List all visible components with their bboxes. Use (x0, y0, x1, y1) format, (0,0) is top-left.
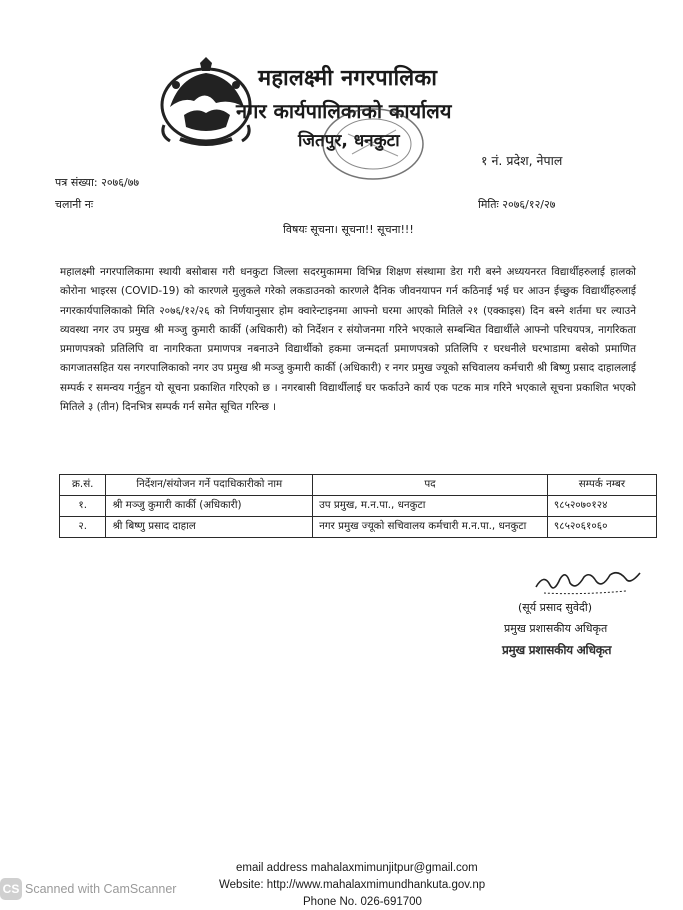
header-contact: सम्पर्क नम्बर (547, 475, 656, 496)
row-name: श्री मञ्जु कुमारी कार्की (अधिकारी) (106, 496, 313, 517)
designation-stamp: प्रमुख प्रशासकीय अधिकृत (502, 643, 612, 657)
table-row (60, 517, 657, 538)
contact-table (59, 474, 657, 538)
office-name: महालक्ष्मी नगरपालिका (258, 66, 438, 91)
province-label: १ नं. प्रदेश, नेपाल (481, 153, 563, 168)
row-phone: ९८५२०७०१२४ (547, 496, 656, 517)
office-subtitle: नगर कार्यपालिकाको कार्यालय (236, 99, 452, 123)
letter-date: मितिः २०७६/१२/२७ (478, 198, 556, 211)
header-serial: क्र.सं. (60, 475, 106, 496)
row-name: श्री बिष्णु प्रसाद दाहाल (106, 517, 313, 538)
footer-phone: Phone No. 026-691700 (303, 896, 422, 908)
row-serial: २. (60, 517, 106, 538)
header-name: निर्देशन/संयोजन गर्ने पदाधिकारीको नाम (106, 475, 313, 496)
dispatch-number: चलानी नः (55, 198, 94, 211)
footer-email: email address mahalaxmimunjitpur@gmail.com (236, 862, 478, 874)
signature-icon (530, 565, 650, 597)
office-location: जितपुर, धनकुटा (298, 131, 400, 151)
camscanner-watermark (0, 878, 176, 904)
watermark-text: Scanned with CamScanner (25, 882, 177, 896)
row-post: नगर प्रमुख ज्यूको सचिवालय कर्मचारी म.न.पा., धनकुटा (313, 517, 548, 538)
office-seal-icon (318, 104, 428, 184)
footer-website: Website: http://www.mahalaxmimundhankuta.gov.np (219, 879, 486, 891)
header-post: पद (313, 475, 548, 496)
subject-line: विषयः सूचना। सूचना!! सूचना!!! (283, 223, 414, 236)
camscanner-logo-icon: CS (0, 878, 22, 900)
table-header-row (60, 475, 657, 496)
signatory-designation: प्रमुख प्रशासकीय अधिकृत (504, 622, 608, 635)
table-row (60, 496, 657, 517)
signatory-name: (सूर्य प्रसाद सुवेदी) (518, 601, 593, 614)
row-post: उप प्रमुख, म.न.पा., धनकुटा (313, 496, 548, 517)
letter-number: पत्र संख्या: २०७६/७७ (55, 176, 140, 189)
row-serial: १. (60, 496, 106, 517)
row-phone: ९८५२०६१०६० (547, 517, 656, 538)
notice-body: महालक्ष्मी नगरपालिकामा स्थायी बसोबास गरी धनकुटा जिल्ला सदरमुकाममा विभिन्न शिक्षण संस्थामा डेरा गरी बस्ने अध्ययनरत विद्यार्थीहरुलाई हालको कोरोना भाइरस (COVID-19) को कारणले मुलुकले गरेको लकडाउनको कारणले दैनिक जीवनयापन गर्न कठिनाई भई घर आउन ईच्छुक विद्यार्थीहरुलाई नगरकार्यपालिकाको मिति २०७६/१२/२६ को निर्णयानुसार होम क्वारेन्टाइनमा आफ्नो घरमा आएको मितिले २१ (एक्काइस) दिन बस्ने शर्तमा घर ल्याउने व्यवस्था नगर उप प्रमुख श्री मञ्जु कुमारी कार्की (अधिकारी) को निर्देशन र संयोजनमा गरिने भएकाले सम्बन्धित विद्यार्थीले आफ्नो परिचयपत्र, नागरिकता प्रमाणपत्रको प्रतिलिपि वा नागरिकता प्रमाणपत्र नबनाउने विद्यार्थीको हकमा जन्मदर्ता प्रमाणपत्रको प्रतिलिपि र घरधनीले घरभाडामा बसेको प्रमाणित कागजातसहित यस नगरपालिकाको नगर उप प्रमुख श्री मञ्जु कुमारी कार्की (अधिकारी) र नगर प्रमुख ज्यूको सचिवालय कर्मचारी श्री बिष्णु प्रसाद दाहाललाई सम्पर्क र समन्वय गर्नुहुन यो सूचना प्रकाशित गरिएको छ । नगरबासी विद्यार्थीलाई घर फर्काउने कार्य एक पटक मात्र गरिने भएकाले सूचना प्रकाशित भएको मितिले ३ (तीन) दिनभित्र सम्पर्क गर्न समेत सूचित गरिन्छ । (60, 266, 636, 414)
